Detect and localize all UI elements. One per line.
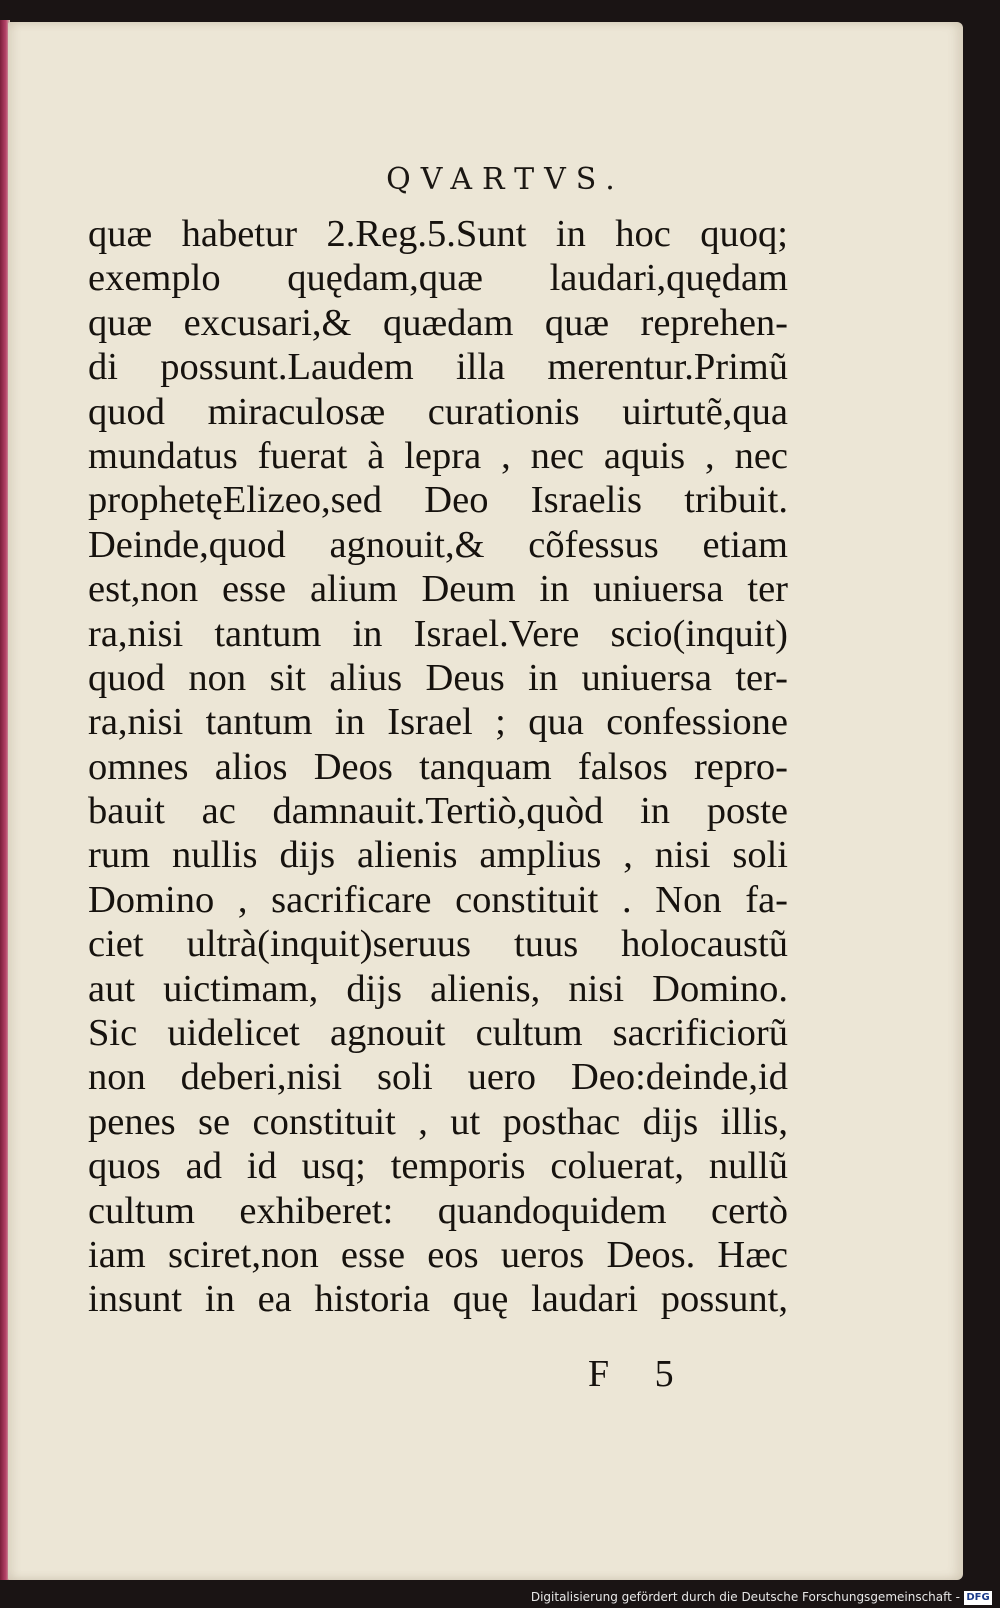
digitization-credit: Digitalisierung gefördert durch die Deutsche Forschungsgemeinschaft - — [530, 1590, 960, 1604]
text-line: iam sciret,non esse eos ueros Deos. Hæc — [88, 1233, 788, 1276]
text-line: quod non sit alius Deus in uniuersa ter- — [88, 656, 788, 699]
text-line: quæ habetur 2.Reg.5.Sunt in hoc quoq; — [88, 213, 788, 255]
text-line: bauit ac damnauit.Tertiò,quòd in poste — [88, 790, 788, 833]
book-page — [8, 22, 963, 1580]
signature-number: 5 — [654, 1353, 674, 1395]
text-line: ciet ultrà(inquit)seruus tuus holocaustũ — [88, 923, 788, 966]
text-line: prophetęElizeo,sed Deo Israelis tribuit. — [88, 479, 788, 522]
text-line: ra,nisi tantum in Israel.Vere scio(inquit) — [88, 612, 788, 655]
text-line: omnes alios Deos tanquam falsos repro- — [88, 745, 788, 788]
signature-mark — [588, 1352, 674, 1396]
body-text — [88, 212, 788, 1322]
text-line: Deinde,quod agnouit,& cõfessus etiam — [88, 523, 788, 566]
text-line: quod miraculosæ curationis uirtutẽ,qua — [88, 390, 788, 433]
signature-letter: F — [588, 1353, 610, 1395]
text-line: mundatus fuerat à lepra , nec aquis , nec — [88, 434, 788, 477]
text-line: exemplo quędam,quæ laudari,quędam — [88, 257, 788, 300]
text-line: quos ad id usq; temporis coluerat, nullũ — [88, 1145, 788, 1188]
text-line: ra,nisi tantum in Israel ; qua confessione — [88, 701, 788, 744]
text-line: penes se constituit , ut posthac dijs illis, — [88, 1100, 788, 1143]
text-line: quæ excusari,& quædam quæ reprehen- — [88, 301, 788, 344]
text-line: di possunt.Laudem illa merentur.Primũ — [88, 346, 788, 389]
text-line: cultum exhiberet: quandoquidem certò — [88, 1189, 788, 1232]
text-line: Domino , sacrificare constituit . Non fa- — [88, 878, 788, 921]
text-line: insunt in ea historia quę laudari possunt, — [88, 1278, 788, 1321]
dfg-logo: DFG — [964, 1591, 992, 1605]
running-head: QVARTVS. — [386, 162, 625, 197]
text-line: non deberi,nisi soli uero Deo:deinde,id — [88, 1056, 788, 1099]
text-line: est,non esse alium Deum in uniuersa ter — [88, 568, 788, 611]
text-line: aut uictimam, dijs alienis, nisi Domino. — [88, 967, 788, 1010]
text-line: rum nullis dijs alienis amplius , nisi soli — [88, 834, 788, 877]
text-line: Sic uidelicet agnouit cultum sacrificiorũ — [88, 1012, 788, 1055]
